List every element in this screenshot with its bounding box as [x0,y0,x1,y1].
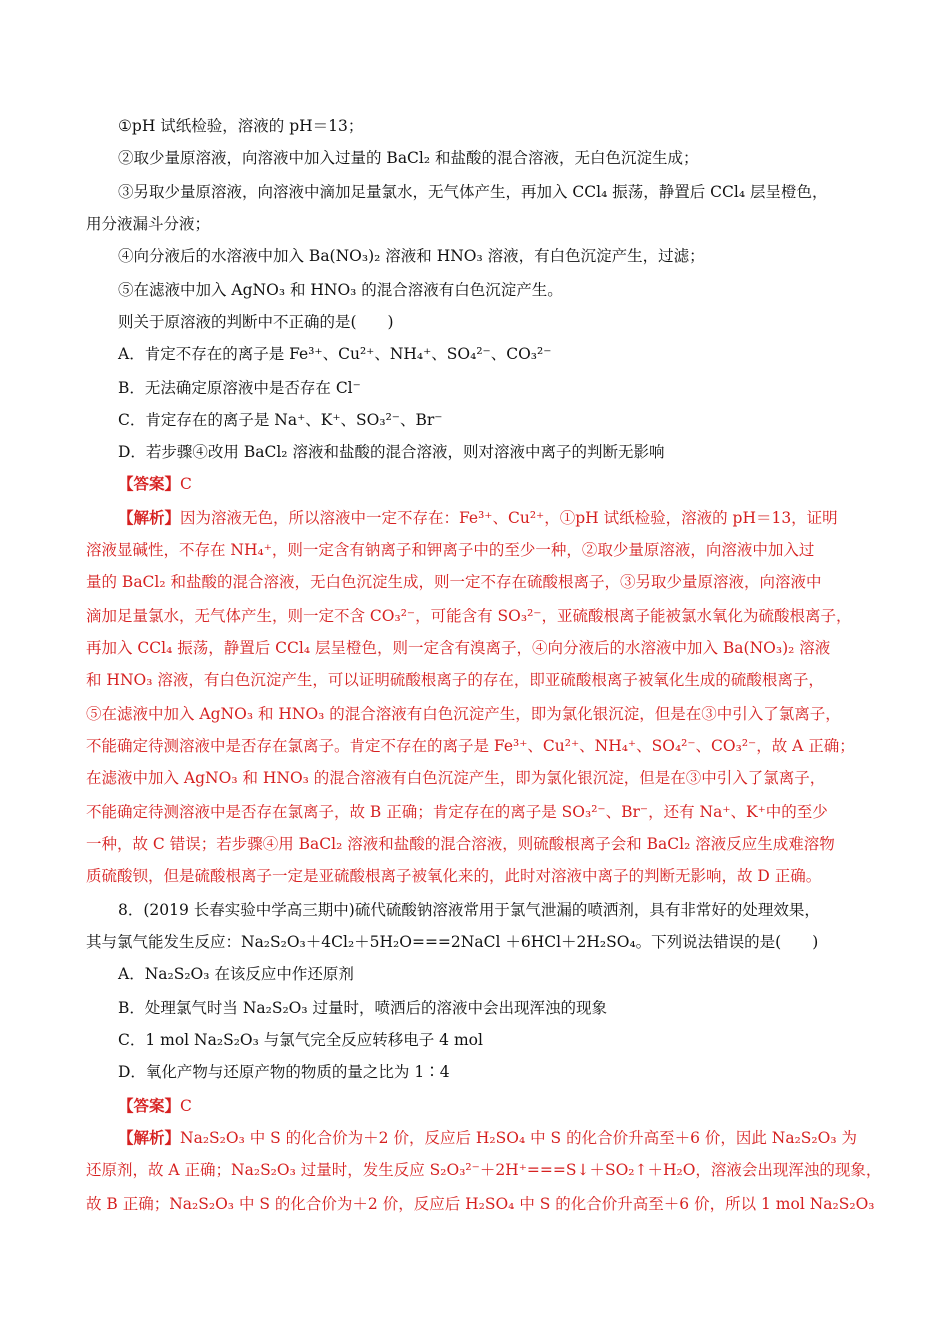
line-text: 在滤液中加入 AgNO₃ 和 HNO₃ 的混合溶液有白色沉淀产生，即为氯化银沉淀，但是在③中引入了氯离子， [86,769,826,787]
text-line [118,442,664,462]
line-text: 还原剂，故 A 正确；Na₂S₂O₃ 过量时，发生反应 S₂O₃²⁻＋2H⁺===S↓＋SO₂↑＋H₂O，溶液会出现浑浊的现象， [86,1161,882,1179]
text-line [86,736,855,756]
text-line [118,378,361,398]
line-text: ⑤在滤液中加入 AgNO₃ 和 HNO₃ 的混合溶液有白色沉淀产生。 [118,281,563,299]
line-text: ②取少量原溶液，向溶液中加入过量的 BaCl₂ 和盐酸的混合溶液，无白色沉淀生成； [118,149,699,167]
text-line [118,246,705,266]
text-line [86,802,828,822]
text-line [118,344,551,364]
text-line [118,900,820,920]
text-line [118,508,838,528]
line-text: 量的 BaCl₂ 和盐酸的混合溶液，无白色沉淀生成，则一定不存在硫酸根离子，③另取少量原溶液，向溶液中 [86,573,822,591]
line-text: A．Na₂S₂O₃ 在该反应中作还原剂 [118,965,354,983]
line-text: D．氧化产物与还原产物的物质的量之比为 1∶4 [118,1063,450,1081]
line-text: ⑤在滤液中加入 AgNO₃ 和 HNO₃ 的混合溶液有白色沉淀产生，即为氯化银沉淀，但是在③中引入了氯离子， [86,705,841,723]
line-text: 不能确定待测溶液中是否存在氯离子。肯定不存在的离子是 Fe³⁺、Cu²⁺、NH₄⁺、SO₄²⁻、CO₃²⁻，故 A 正确； [86,737,855,755]
text-line [118,998,607,1018]
text-line [86,670,824,690]
answer-label: 【解析】 [118,508,181,527]
text-line [86,704,841,724]
line-text: 其与氯气能发生反应：Na₂S₂O₃＋4Cl₂＋5H₂O===2NaCl ＋6HCl＋2H₂SO₄。下列说法错误的是( ) [86,933,819,951]
text-line [86,606,851,626]
text-line [118,964,354,984]
line-text: 则关于原溶液的判断中不正确的是( ) [118,313,394,331]
text-line [86,768,825,788]
text-line [118,410,442,430]
line-text: Na₂S₂O₃ 中 S 的化合价为＋2 价，反应后 H₂SO₄ 中 S 的化合价升高至＋6 价，因此 Na₂S₂O₃ 为 [180,1129,857,1147]
text-line [86,1160,881,1180]
line-text: 溶液显碱性，不存在 NH₄⁺，则一定含有钠离子和钾离子中的至少一种，②取少量原溶液，向溶液中加入过 [86,541,815,559]
answer-label: 【答案】 [118,1096,181,1115]
line-text: A．肯定不存在的离子是 Fe³⁺、Cu²⁺、NH₄⁺、SO₄²⁻、CO₃²⁻ [118,345,552,363]
text-line [118,312,394,332]
line-text: 和 HNO₃ 溶液，有白色沉淀产生，可以证明硫酸根离子的存在，即亚硫酸根离子被氧化生成的硫酸根离子， [86,671,824,689]
line-text: 一种，故 C 错误；若步骤④用 BaCl₂ 溶液和盐酸的混合溶液，则硫酸根离子会和 BaCl₂ 溶液反应生成难溶物 [86,835,835,853]
text-line [118,1062,450,1082]
text-line [118,148,699,168]
line-text: 质硫酸钡，但是硫酸根离子一定是亚硫酸根离子被氧化来的，此时对溶液中离子的判断无影响，故 D 正确。 [86,867,822,885]
line-text: 故 B 正确；Na₂S₂O₃ 中 S 的化合价为＋2 价，反应后 H₂SO₄ 中 S 的化合价升高至＋6 价，所以 1 mol Na₂S₂O₃ [86,1195,875,1213]
text-line [118,116,363,136]
line-text: ④向分液后的水溶液中加入 Ba(NO₃)₂ 溶液和 HNO₃ 溶液，有白色沉淀产生，过滤； [118,247,705,265]
line-text: C．肯定存在的离子是 Na⁺、K⁺、SO₃²⁻、Br⁻ [118,411,443,429]
line-text: B．无法确定原溶液中是否存在 Cl⁻ [118,379,361,397]
text-line [86,834,835,854]
text-line [86,932,818,952]
line-text: 不能确定待测溶液中是否存在氯离子，故 B 正确；肯定存在的离子是 SO₃²⁻、Br⁻，还有 Na⁺、K⁺中的至少 [86,803,828,821]
text-line [118,1030,483,1050]
line-text: C．1 mol Na₂S₂O₃ 与氯气完全反应转移电子 4 mol [118,1031,483,1049]
line-text: 滴加足量氯水，无气体产生，则一定不含 CO₃²⁻，可能含有 SO₃²⁻，亚硫酸根离子能被氯水氧化为硫酸根离子， [86,607,852,625]
text-line [86,1194,875,1214]
line-text: 再加入 CCl₄ 振荡，静置后 CCl₄ 层呈橙色，则一定含有溴离子，④向分液后的水溶液中加入 Ba(NO₃)₂ 溶液 [86,639,831,657]
text-line [118,1096,192,1116]
answer-label: 【解析】 [118,1128,181,1147]
text-line [86,540,814,560]
line-text: ③另取少量原溶液，向溶液中滴加足量氯水，无气体产生，再加入 CCl₄ 振荡，静置后 CCl₄ 层呈橙色， [118,183,828,201]
line-text: 用分液漏斗分液； [86,215,211,233]
answer-label: 【答案】 [118,474,181,493]
line-text: B．处理氯气时当 Na₂S₂O₃ 过量时，喷洒后的溶液中会出现浑浊的现象 [118,999,608,1017]
text-line [86,214,210,234]
line-text: D．若步骤④改用 BaCl₂ 溶液和盐酸的混合溶液，则对溶液中离子的判断无影响 [118,443,665,461]
line-text: C [180,475,192,493]
text-line [86,866,821,886]
text-line [86,638,830,658]
text-line [118,1128,857,1148]
text-line [118,280,563,300]
text-line [118,474,192,494]
line-text: C [180,1097,192,1115]
line-text: 8．(2019 长春实验中学高三期中)硫代硫酸钠溶液常用于氯气泄漏的喷洒剂，具有非常好的处理效果， [118,901,820,919]
text-line [86,572,822,592]
line-text: ①pH 试纸检验，溶液的 pH＝13； [118,117,364,135]
line-text: 因为溶液无色，所以溶液中一定不存在：Fe³⁺、Cu²⁺，①pH 试纸检验，溶液的 pH＝13，证明 [180,509,838,527]
text-line [118,182,828,202]
